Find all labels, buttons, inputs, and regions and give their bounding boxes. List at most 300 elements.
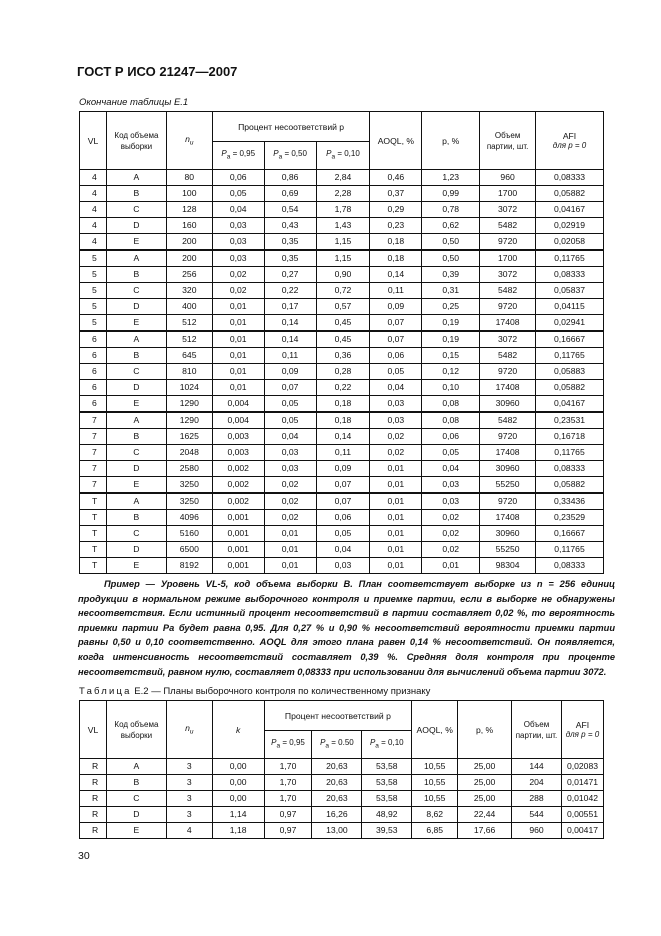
table-cell: 7 [80,429,107,445]
table-cell: 1,70 [264,791,312,807]
table-cell: 20,63 [312,759,362,775]
table-row [80,510,604,526]
table-cell: 53,58 [362,791,412,807]
table-cell: 2,28 [316,186,370,202]
table-cell: 0,18 [316,412,370,429]
table-cell: 0,04167 [536,202,604,218]
table-cell: 0,90 [316,267,370,283]
table-cell: A [106,170,166,186]
table-cell: 0,04115 [536,299,604,315]
table-cell: 512 [166,315,212,332]
table-cell: B [106,510,166,526]
table-cell: 0,27 [264,267,316,283]
table-cell: 0,97 [264,807,312,823]
header-pa-095: $P_a = 0,95$ [212,142,264,170]
table-cell: 0,05 [316,526,370,542]
table-cell: 53,58 [362,759,412,775]
table-cell: 200 [166,234,212,251]
header-code: Код объема выборки [106,701,166,759]
table-row [80,558,604,574]
table-cell: 55250 [480,477,536,494]
header-pa-010: $P_a = 0,10$ [362,731,412,759]
table-cell: E [106,558,166,574]
table-cell: 0,003 [212,429,264,445]
table-cell: R [80,775,107,791]
table-cell: 10,55 [412,759,458,775]
table-cell: D [106,807,166,823]
table-cell: 5482 [480,348,536,364]
table-cell: 0,01 [370,526,422,542]
table-cell: 0,00 [212,775,264,791]
table-cell: 0,00551 [561,807,603,823]
table2-caption: Таблица Е.2 — Планы выборочного контроля по количественному признаку [79,686,431,697]
table-cell: 0,23 [370,218,422,234]
table-cell: 0,001 [212,526,264,542]
table-cell: 0,01 [212,315,264,332]
table-cell: 0,14 [316,429,370,445]
table-cell: D [106,218,166,234]
table-cell: 9720 [480,493,536,510]
table-cell: 204 [512,775,562,791]
table-cell: 1,43 [316,218,370,234]
header-p: p, % [422,112,480,170]
table-cell: 17408 [480,510,536,526]
table-cell: 5 [80,315,107,332]
table-cell: 0,14 [264,315,316,332]
table-cell: 0,15 [422,348,480,364]
table-cell: 0,02919 [536,218,604,234]
table-cell: 5 [80,283,107,299]
table-cell: C [106,364,166,380]
table-cell: 0,08333 [536,558,604,574]
table-cell: 0,003 [212,445,264,461]
table-cell: 7 [80,477,107,494]
table-cell: 0,11 [264,348,316,364]
table-cell: D [106,380,166,396]
table-cell: 0,18 [316,396,370,413]
table-cell: 3 [166,807,212,823]
table-cell: 4 [80,202,107,218]
table-cell: 0,01 [370,477,422,494]
table-cell: 0,01 [264,558,316,574]
table-cell: 1290 [166,412,212,429]
table-cell: 6 [80,364,107,380]
table-cell: 0,02 [264,510,316,526]
table-cell: 288 [512,791,562,807]
table-cell: C [106,202,166,218]
table-cell: 400 [166,299,212,315]
table-cell: 0,00417 [561,823,603,839]
table-cell: 0,02 [212,267,264,283]
table-cell: 0,08 [422,396,480,413]
table-cell: 100 [166,186,212,202]
table-e2-body [80,759,604,839]
table-e1 [79,111,604,574]
table-cell: 0,05837 [536,283,604,299]
table-cell: 0,04 [422,461,480,477]
table-cell: 17,66 [458,823,512,839]
table-cell: A [106,331,166,348]
table-cell: 0,04 [264,429,316,445]
table-cell: 144 [512,759,562,775]
table-cell: 0,02941 [536,315,604,332]
table-cell: 0,05 [370,364,422,380]
table-cell: 1,14 [212,807,264,823]
table-cell: 4 [80,186,107,202]
table-row [80,283,604,299]
table-cell: 0,11 [370,283,422,299]
table-cell: 0,50 [422,234,480,251]
table-cell: 6 [80,348,107,364]
table-cell: A [106,759,166,775]
table-cell: 0,14 [264,331,316,348]
table-cell: 0,28 [316,364,370,380]
header-vl: VL [80,112,107,170]
table-cell: 7 [80,412,107,429]
table-cell: 0,57 [316,299,370,315]
table-cell: 0,07 [370,331,422,348]
table-cell: 0,54 [264,202,316,218]
table-row [80,267,604,283]
table-cell: B [106,775,166,791]
table-cell: 0,50 [422,250,480,267]
table-cell: 0,07 [316,477,370,494]
table-cell: 0,02 [422,526,480,542]
table-cell: 3072 [480,202,536,218]
table-cell: 4 [80,218,107,234]
table-cell: 3072 [480,267,536,283]
table-row [80,380,604,396]
table-cell: 3 [166,791,212,807]
table-cell: 0,05883 [536,364,604,380]
table-cell: 6500 [166,542,212,558]
table-cell: R [80,759,107,775]
table1-caption: Окончание таблицы Е.1 [79,97,189,108]
table-cell: 0,37 [370,186,422,202]
table-cell: 200 [166,250,212,267]
table-row [80,445,604,461]
table-cell: 0,05 [422,445,480,461]
table-cell: 0,02083 [561,759,603,775]
table-row [80,823,604,839]
table-cell: 0,01 [370,558,422,574]
example-paragraph: Пример — Уровень VL-5, код объема выборки B. План соответствует выборке из n = 256 единиц продукции в нормальном режиме выборочного контроля и приемке партии, если в выборке не обнаружены несоответствия. Если истинный процент несоответствий в партии составляет 0,02 %, то вероятность приемки партии Pa будет равна 0,95. Для 0,27 % и 0,90 % несоответствий вероятности приемки партии равны 0,50 и 0,10 соответственно. AOQL для этого плана равен 0,14 % несоответствий. Он появляется, когда интенсивность несоответствий составляет 0,39 %. Средняя доля контроля при проценте несоответствий, равном нулю, составляет 0,08333 при использовании для вычислений объема партии 3072. [78,579,615,677]
table-cell: 6 [80,380,107,396]
table-cell: B [106,267,166,283]
table-cell: E [106,234,166,251]
table-cell: 0,06 [212,170,264,186]
table-cell: 0,18 [370,234,422,251]
table-cell: 0,03 [264,461,316,477]
table-cell: E [106,823,166,839]
table-cell: 0,16667 [536,526,604,542]
table-cell: B [106,429,166,445]
table-row [80,396,604,413]
table-cell: 0,01471 [561,775,603,791]
table-row [80,202,604,218]
table-cell: 0,02 [422,542,480,558]
table-cell: 25,00 [458,759,512,775]
table-cell: 960 [512,823,562,839]
table-cell: 0,43 [264,218,316,234]
table-cell: 544 [512,807,562,823]
table-cell: 0,06 [370,348,422,364]
table-cell: 5 [80,299,107,315]
table-cell: 0,19 [422,331,480,348]
table-cell: C [106,791,166,807]
table-cell: 0,03 [212,250,264,267]
table-row [80,218,604,234]
table-cell: 0,03 [212,218,264,234]
table-cell: 10,55 [412,775,458,791]
table-cell: D [106,542,166,558]
table-cell: 0,07 [264,380,316,396]
table-cell: 0,05 [264,396,316,413]
table-cell: 0,99 [422,186,480,202]
header-p: p, % [458,701,512,759]
table-cell: 0,33436 [536,493,604,510]
table-cell: 160 [166,218,212,234]
table-cell: 0,05882 [536,380,604,396]
table-cell: C [106,526,166,542]
table-cell: 0,001 [212,510,264,526]
table-row [80,315,604,332]
table-cell: 0,06 [422,429,480,445]
table-cell: 5482 [480,412,536,429]
table-cell: 0,97 [264,823,312,839]
table-row [80,348,604,364]
table-cell: 512 [166,331,212,348]
header-n: $n_и$ [166,112,212,170]
table-cell: 1,15 [316,250,370,267]
table-cell: E [106,396,166,413]
table-cell: 810 [166,364,212,380]
table-cell: 0,09 [370,299,422,315]
table-cell: 5482 [480,218,536,234]
header-lot: Объем партии, шт. [512,701,562,759]
table-cell: 0,01 [264,542,316,558]
table-cell: 7 [80,461,107,477]
table-cell: 0,16718 [536,429,604,445]
header-k: k [212,701,264,759]
table-cell: 0,02 [264,477,316,494]
table-cell: 0,01 [370,461,422,477]
table-cell: 0,05882 [536,186,604,202]
table-cell: 0,62 [422,218,480,234]
table-cell: A [106,250,166,267]
table-cell: 0,29 [370,202,422,218]
table-cell: 0,02 [212,283,264,299]
table-cell: 3250 [166,477,212,494]
table-cell: 0,08 [422,412,480,429]
table-cell: 2580 [166,461,212,477]
table-row [80,186,604,202]
header-code: Код объема выборки [106,112,166,170]
table-cell: 1,70 [264,775,312,791]
table-cell: 0,17 [264,299,316,315]
table-cell: 3 [166,759,212,775]
table-e1-body [80,170,604,574]
table-cell: R [80,823,107,839]
table-cell: 0,09 [264,364,316,380]
table-cell: 0,002 [212,461,264,477]
table-cell: D [106,461,166,477]
table-cell: 0,23531 [536,412,604,429]
table-cell: 0,02 [422,510,480,526]
header-pa-095: $P_a = 0,95$ [264,731,312,759]
table-cell: 5 [80,267,107,283]
table-row [80,170,604,186]
table-cell: 0,11765 [536,348,604,364]
table-row [80,250,604,267]
table-cell: 3250 [166,493,212,510]
table-row [80,364,604,380]
table-cell: 0,78 [422,202,480,218]
table-cell: 2048 [166,445,212,461]
table-cell: 0,06 [316,510,370,526]
table-cell: 17408 [480,380,536,396]
table-cell: 0,07 [370,315,422,332]
table-row [80,299,604,315]
header-aoql: AOQL, % [370,112,422,170]
table-cell: 128 [166,202,212,218]
table-cell: 0,22 [264,283,316,299]
table-cell: 0,36 [316,348,370,364]
table-cell: 10,55 [412,791,458,807]
table-cell: 0,002 [212,477,264,494]
table-cell: 0,01 [212,348,264,364]
table-cell: 1,15 [316,234,370,251]
table-cell: 0,35 [264,250,316,267]
table-cell: R [80,791,107,807]
table-cell: 0,19 [422,315,480,332]
table-cell: 9720 [480,234,536,251]
table-cell: 0,05 [212,186,264,202]
header-afi: AFI для p = 0 [536,112,604,170]
table-cell: 0,72 [316,283,370,299]
table-cell: 0,03 [422,493,480,510]
table-cell: 0,18 [370,250,422,267]
table-cell: 9720 [480,364,536,380]
header-pa-050: $P_a = 0,50$ [264,142,316,170]
table-cell: 13,00 [312,823,362,839]
table-cell: 1700 [480,250,536,267]
table-cell: 0,31 [422,283,480,299]
table-cell: 0,11765 [536,542,604,558]
table-cell: 22,44 [458,807,512,823]
table-cell: 0,14 [370,267,422,283]
table-cell: 0,01 [212,380,264,396]
table-cell: T [80,510,107,526]
table-cell: 0,16667 [536,331,604,348]
table-row [80,477,604,494]
table-cell: 0,22 [316,380,370,396]
table-cell: 0,45 [316,331,370,348]
table-cell: 0,45 [316,315,370,332]
table-cell: 6 [80,331,107,348]
table-cell: 0,03 [264,445,316,461]
table-cell: 0,08333 [536,170,604,186]
table-cell: 0,08333 [536,461,604,477]
table-cell: 0,03 [422,477,480,494]
table-row [80,759,604,775]
table-row [80,493,604,510]
table-cell: 1,78 [316,202,370,218]
table-row [80,412,604,429]
table-cell: 0,01 [370,493,422,510]
table-cell: 9720 [480,429,536,445]
header-lot: Объем партии, шт. [480,112,536,170]
table-cell: 1,70 [264,759,312,775]
table-row [80,791,604,807]
table-cell: E [106,477,166,494]
header-pa-050: $P_a = 0.50$ [312,731,362,759]
table-cell: 8192 [166,558,212,574]
table-cell: 0,004 [212,412,264,429]
table-cell: 17408 [480,445,536,461]
header-pa-010: $P_a = 0,10$ [316,142,370,170]
table-cell: T [80,558,107,574]
table-cell: 6 [80,396,107,413]
table-cell: 0,04167 [536,396,604,413]
table-cell: C [106,283,166,299]
table-cell: 3072 [480,331,536,348]
table-cell: 3 [166,775,212,791]
table-row [80,542,604,558]
table-cell: 0,002 [212,493,264,510]
table-cell: T [80,493,107,510]
table-cell: 0,00 [212,759,264,775]
table-cell: 39,53 [362,823,412,839]
table-cell: 0,11765 [536,250,604,267]
header-percent-group: Процент несоответствий p [264,701,412,731]
table-cell: C [106,445,166,461]
table-cell: 0,46 [370,170,422,186]
table-cell: 0,05 [264,412,316,429]
table-cell: 0,02 [370,429,422,445]
table-cell: 4 [166,823,212,839]
table-cell: 0,001 [212,542,264,558]
table-row [80,807,604,823]
table-cell: B [106,186,166,202]
table-cell: 0,02 [370,445,422,461]
table-cell: 30960 [480,396,536,413]
table-cell: 0,01 [264,526,316,542]
table-cell: 4 [80,170,107,186]
table-cell: 645 [166,348,212,364]
table-cell: 6,85 [412,823,458,839]
table-cell: 0,01 [212,364,264,380]
table-cell: 0,25 [422,299,480,315]
header-afi: AFI для p = 0 [561,701,603,759]
table-cell: 0,02 [264,493,316,510]
table-cell: 0,05882 [536,477,604,494]
table-cell: 0,23529 [536,510,604,526]
table-cell: 0,03 [370,412,422,429]
table-cell: 1290 [166,396,212,413]
table-cell: 0,86 [264,170,316,186]
table-cell: 16,26 [312,807,362,823]
table-cell: 98304 [480,558,536,574]
table-row [80,331,604,348]
table-cell: 0,02058 [536,234,604,251]
header-n: $n_и$ [166,701,212,759]
page-number: 30 [78,850,90,862]
table-cell: R [80,807,107,823]
table-row [80,234,604,251]
table-cell: 1625 [166,429,212,445]
table-cell: T [80,542,107,558]
